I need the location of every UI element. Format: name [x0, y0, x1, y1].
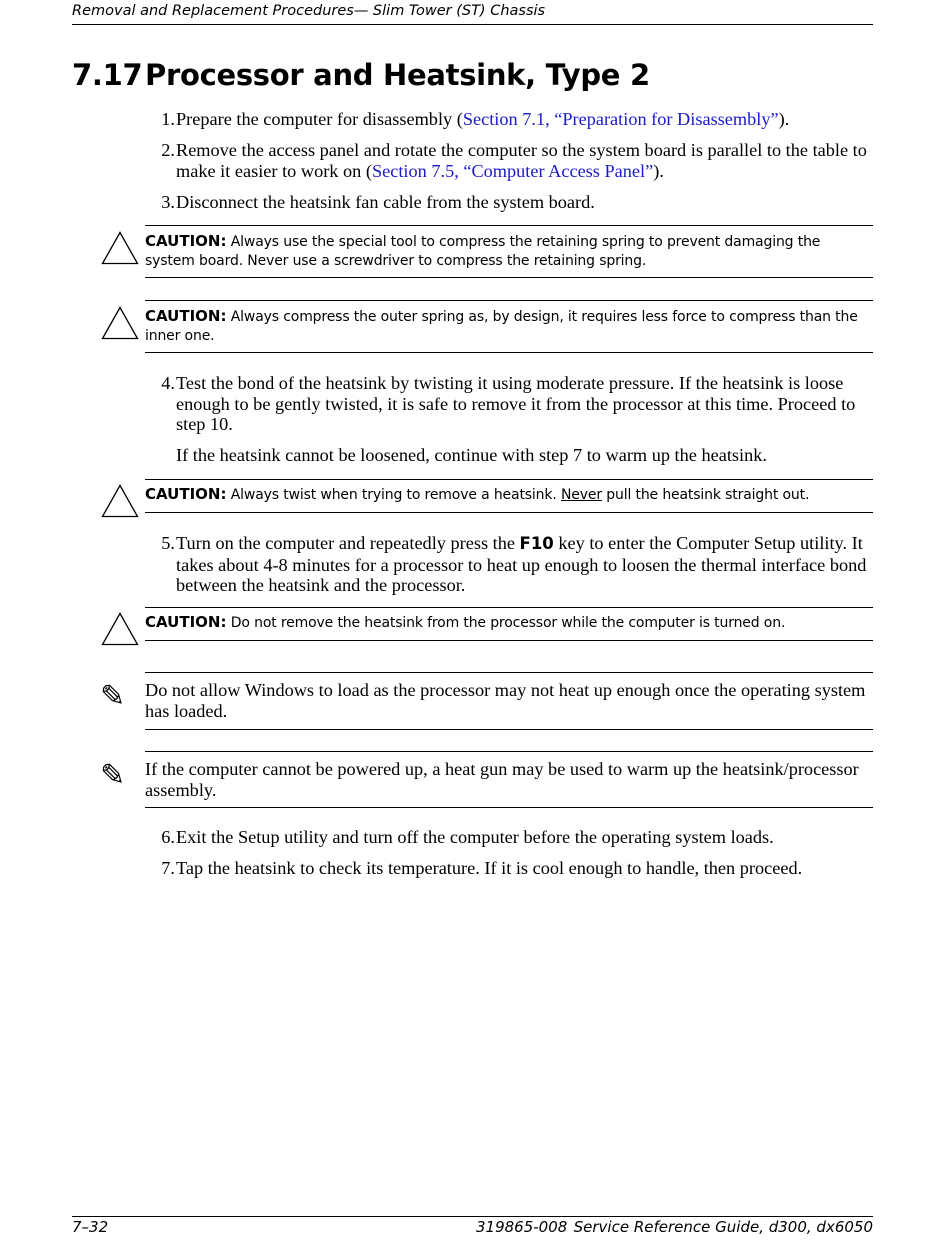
- step-text: Prepare the computer for disassembly (: [176, 109, 463, 129]
- running-header: [72, 3, 873, 25]
- caution-box-4: [145, 607, 873, 641]
- caution-label: CAUTION:: [145, 232, 227, 250]
- part-number: 319865-008: [476, 1218, 568, 1236]
- step-text: Test the bond of the heatsink by twisting it using moderate pressure. If the heatsink is loose enough to be gently twisted, it is safe to remove it from the processor at this time. Proceed to step 10.: [176, 373, 856, 434]
- caution-label: CAUTION:: [145, 613, 227, 631]
- note-text: Do not allow Windows to load as the processor may not heat up enough once the operating system has loaded.: [145, 680, 866, 721]
- step-text-end: ).: [653, 160, 664, 181]
- step-7: [148, 858, 875, 879]
- step-text: Tap the heatsink to check its temperature. If it is cool enough to handle, then proceed.: [176, 858, 803, 878]
- step-number: 7.: [161, 858, 175, 878]
- step-5: [148, 533, 875, 596]
- step-text: Exit the Setup utility and turn off the computer before the operating system loads.: [176, 827, 774, 847]
- caution-emphasis: Never: [560, 487, 602, 503]
- caution-label: CAUTION:: [145, 307, 227, 325]
- key-label: F10: [519, 534, 554, 553]
- caution-box-1: [145, 225, 873, 278]
- section-number: 7.17: [72, 58, 143, 92]
- caution-text: Always twist when trying to remove a heatsink.: [226, 487, 561, 503]
- step-4-followup: If the heatsink cannot be loosened, continue with step 7 to warm up the heatsink.: [176, 445, 767, 465]
- section-link[interactable]: Section 7.1, “Preparation for Disassembly”: [462, 109, 779, 129]
- step-2: [148, 140, 875, 181]
- caution-triangle-icon: [101, 612, 139, 646]
- step-4: [148, 373, 875, 435]
- step-number: 6.: [161, 827, 175, 847]
- guide-title: Service Reference Guide, d300, dx6050: [573, 1218, 873, 1236]
- step-1: [148, 109, 875, 130]
- caution-box-3: [145, 479, 873, 513]
- step-text: Turn on the computer and repeatedly press the: [176, 533, 520, 553]
- note-pencil-icon: ✎: [100, 679, 126, 714]
- page-footer: [72, 1216, 873, 1241]
- caution-triangle-icon: [101, 484, 139, 518]
- page-number: 7–32: [72, 1218, 109, 1236]
- caution-text: Always compress the outer spring as, by design, it requires less force to compress than the inner one.: [145, 309, 858, 344]
- section-title: Processor and Heatsink, Type 2: [145, 58, 650, 92]
- step-3: [148, 192, 875, 213]
- step-text: Remove the access panel and rotate the computer so the system board is parallel to the table to make it easier to work on (: [176, 140, 867, 181]
- caution-text: Always use the special tool to compress the retaining spring to prevent damaging the system board. Never use a screwdriver to compress the retaining spring.: [145, 234, 821, 269]
- caution-triangle-icon: [101, 306, 139, 340]
- note-text: If the computer cannot be powered up, a heat gun may be used to warm up the heatsink/processor assembly.: [145, 759, 859, 800]
- step-text: Disconnect the heatsink fan cable from the system board.: [176, 192, 595, 212]
- step-text-end: key to enter the Computer Setup utility. It takes about 4-8 minutes for a processor to heat up enough to loosen the thermal interface bond between the heatsink and the processor.: [176, 533, 867, 595]
- caution-text: Do not remove the heatsink from the processor while the computer is turned on.: [226, 615, 786, 631]
- caution-triangle-icon: [101, 231, 139, 265]
- step-number: 4.: [161, 373, 175, 393]
- caution-box-2: [145, 300, 873, 353]
- note-box-2: [145, 751, 873, 808]
- step-number: 3.: [161, 192, 175, 212]
- step-text-end: ).: [778, 109, 790, 129]
- step-number: 1.: [161, 109, 175, 129]
- section-link[interactable]: Section 7.5, “Computer Access Panel”: [371, 160, 654, 181]
- step-number: 5.: [161, 533, 175, 553]
- section-heading: [72, 58, 650, 92]
- running-header-title: Removal and Replacement Procedures— Slim Tower (ST) Chassis: [72, 3, 546, 19]
- note-pencil-icon: ✎: [100, 758, 126, 793]
- step-6: [148, 827, 875, 848]
- step-number: 2.: [161, 140, 175, 160]
- caution-label: CAUTION:: [145, 485, 227, 503]
- caution-text-end: pull the heatsink straight out.: [601, 487, 810, 503]
- note-box-1: [145, 672, 873, 730]
